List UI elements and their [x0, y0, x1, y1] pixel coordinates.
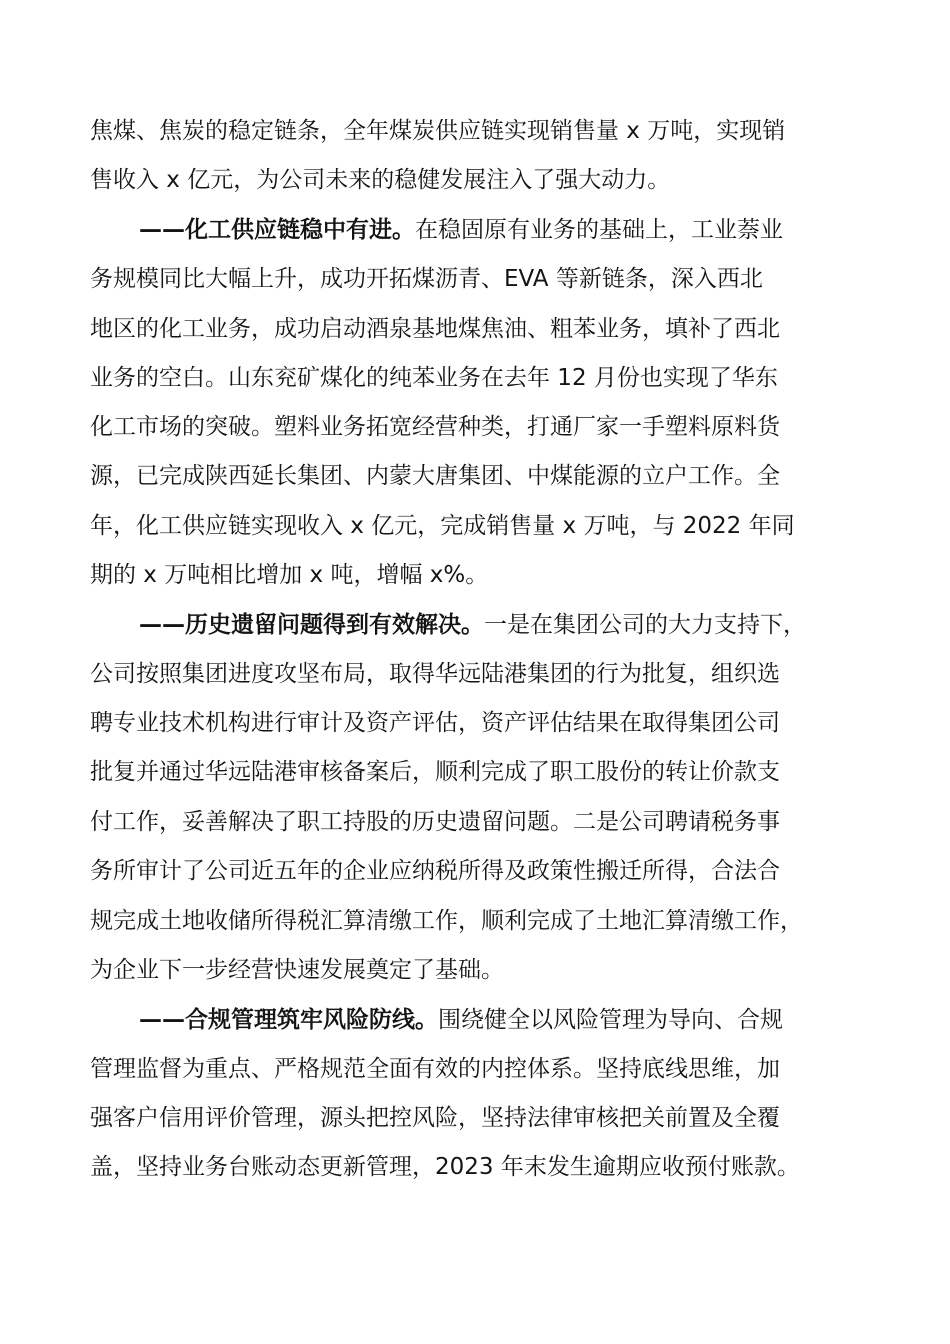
line-text: 化工市场的突破。塑料业务拓宽经营种类，打通厂家一手塑料原料货	[90, 414, 780, 440]
paragraph-line	[90, 259, 763, 299]
section-heading: ——化工供应链稳中有进。	[139, 217, 415, 243]
paragraph-line	[90, 654, 780, 694]
line-text: 公司按照集团进度攻坚布局，取得华远陆港集团的行为批复，组织选	[90, 661, 780, 687]
section-heading: ——合规管理筑牢风险防线。	[139, 1007, 438, 1033]
line-text: 规完成土地收储所得税汇算清缴工作，顺利完成了土地汇算清缴工作，	[90, 908, 803, 934]
line-text: 售收入 x 亿元，为公司未来的稳健发展注入了强大动力。	[90, 167, 671, 193]
line-text: 管理监督为重点、严格规范全面有效的内控体系。坚持底线思维，加	[90, 1056, 780, 1082]
line-text: 地区的化工业务，成功启动酒泉基地煤焦油、粗苯业务，填补了西北	[90, 316, 780, 342]
paragraph-line	[90, 555, 488, 595]
line-text: 源，已完成陕西延长集团、内蒙大唐集团、中煤能源的立户工作。全	[90, 463, 780, 489]
paragraph-line	[139, 1000, 783, 1040]
paragraph-line	[90, 901, 803, 941]
line-text: 务所审计了公司近五年的企业应纳税所得及政策性搬迁所得，合法合	[90, 858, 780, 884]
paragraph-line	[90, 1098, 780, 1138]
paragraph-line	[90, 160, 670, 200]
paragraph-line	[139, 605, 806, 645]
paragraph-line	[90, 703, 780, 743]
line-text: 务规模同比大幅上升，成功开拓煤沥青、EVA 等新链条，深入西北	[90, 266, 763, 292]
paragraph-line	[90, 851, 780, 891]
line-text: 聘专业技术机构进行审计及资产评估，资产评估结果在取得集团公司	[90, 710, 780, 736]
paragraph-line	[90, 358, 778, 398]
line-text: 批复并通过华远陆港审核备案后，顺利完成了职工股份的转让价款支	[90, 759, 780, 785]
paragraph-line	[90, 752, 780, 792]
paragraph-line	[90, 1147, 800, 1187]
paragraph-line	[90, 506, 795, 546]
line-text: 焦煤、焦炭的稳定链条，全年煤炭供应链实现销售量 x 万吨，实现销	[90, 118, 786, 144]
line-text: 强客户信用评价管理，源头把控风险，坚持法律审核把关前置及全覆	[90, 1105, 780, 1131]
paragraph-line	[90, 1049, 780, 1089]
paragraph-line	[90, 802, 780, 842]
paragraph-line	[90, 309, 780, 349]
paragraph-line	[139, 210, 783, 250]
line-text: 业务的空白。山东兖矿煤化的纯苯业务在去年 12 月份也实现了华东	[90, 365, 778, 391]
line-text: 为企业下一步经营快速发展奠定了基础。	[90, 957, 504, 983]
line-text: 付工作，妥善解决了职工持股的历史遗留问题。二是公司聘请税务事	[90, 809, 780, 835]
paragraph-line	[90, 111, 785, 151]
line-text: 年，化工供应链实现收入 x 亿元，完成销售量 x 万吨，与 2022 年同	[90, 513, 795, 539]
line-text: 围绕健全以风险管理为导向、合规	[438, 1007, 783, 1033]
paragraph-line	[90, 950, 504, 990]
line-text: 盖，坚持业务台账动态更新管理，2023 年末发生逾期应收预付账款。	[90, 1154, 800, 1180]
line-text: 一是在集团公司的大力支持下，	[484, 612, 806, 638]
line-text: 期的 x 万吨相比增加 x 吨，增幅 x%。	[90, 562, 489, 588]
section-heading: ——历史遗留问题得到有效解决。	[139, 612, 484, 638]
line-text: 在稳固原有业务的基础上，工业萘业	[415, 217, 783, 243]
paragraph-line	[90, 407, 780, 447]
paragraph-line	[90, 456, 780, 496]
